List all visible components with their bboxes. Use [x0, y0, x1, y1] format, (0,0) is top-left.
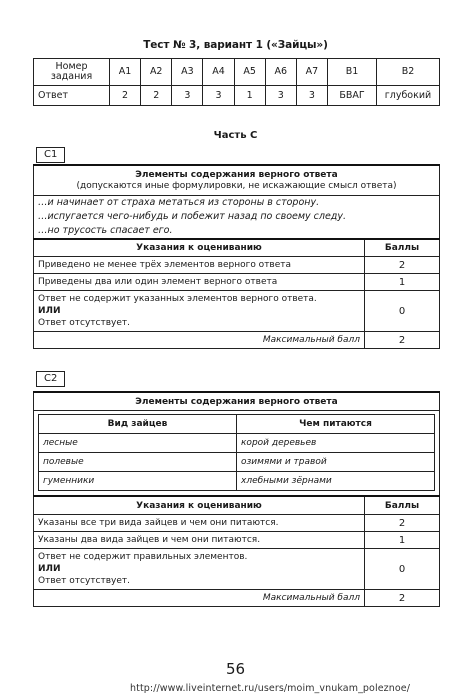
watermark-url: http://www.liveinternet.ru/users/moim_vnukam_poleznoe/: [130, 683, 411, 694]
answers-col-header: B1: [328, 59, 377, 86]
c2-zero-or: ИЛИ: [38, 564, 61, 574]
page-number: 56: [225, 660, 246, 678]
c1-zero-points: 0: [365, 291, 440, 332]
answer-value: 3: [203, 86, 234, 106]
c1-elements-subheading: (допускаются иные формулировки, не искажающие смысл ответа): [76, 181, 397, 191]
c2-criterion: Указаны два вида зайцев и чем они питаются.: [34, 532, 365, 549]
answers-col-header: A7: [296, 59, 327, 86]
c1-zero-criterion: [34, 291, 365, 332]
answers-header-cell: [34, 59, 110, 86]
answers-row-label: Ответ: [34, 86, 110, 106]
c1-label: С1: [36, 147, 65, 163]
answers-header-label: Номер: [55, 61, 88, 72]
c1-table: [33, 164, 440, 349]
c1-zero-or: ИЛИ: [38, 306, 61, 316]
c1-elements-cell: [34, 196, 440, 240]
c2-col-kind: Вид зайцев: [39, 415, 237, 434]
c1-element: …и начинает от страха метаться из стороны в сторону.: [38, 197, 320, 208]
answers-header-label: задания: [50, 71, 93, 82]
c2-zero-line: Ответ отсутствует.: [38, 576, 130, 586]
c2-points-heading: Баллы: [365, 496, 440, 515]
part-heading: Часть С: [213, 130, 258, 141]
c2-table: [33, 391, 440, 607]
c2-kind: лесные: [39, 434, 237, 453]
c2-food: озимями и травой: [237, 453, 435, 472]
c2-criterion-points: 2: [365, 515, 440, 532]
c1-element: …но трусость спасает его.: [38, 225, 173, 236]
c1-zero-line: Ответ отсутствует.: [38, 318, 130, 328]
c2-col-food: Чем питаются: [237, 415, 435, 434]
c1-criterion: Приведены два или один элемент верного ответа: [34, 274, 365, 291]
c1-elements-heading: Элементы содержания верного ответа: [135, 170, 338, 180]
c2-inner-table: [38, 414, 435, 491]
c2-criterion: Указаны все три вида зайцев и чем они питаются.: [34, 515, 365, 532]
c2-inner-cell: [34, 411, 440, 497]
c1-max-label: Максимальный балл: [34, 332, 365, 349]
c1-points-heading: Баллы: [365, 239, 440, 257]
answers-col-header: A2: [141, 59, 172, 86]
c2-zero-points: 0: [365, 549, 440, 590]
answer-value: 1: [234, 86, 265, 106]
c2-zero-criterion: [34, 549, 365, 590]
c2-criterion-points: 1: [365, 532, 440, 549]
c1-criterion-points: 1: [365, 274, 440, 291]
answers-col-header: B2: [377, 59, 440, 86]
answer-value: 3: [265, 86, 296, 106]
c2-food: корой деревьев: [237, 434, 435, 453]
c1-criterion-points: 2: [365, 257, 440, 274]
c2-label: С2: [36, 371, 65, 387]
answer-value: 3: [296, 86, 327, 106]
c1-element: …испугается чего-нибудь и побежит назад по своему следу.: [38, 211, 347, 222]
c1-elements-header-cell: [34, 165, 440, 196]
answer-value: 2: [141, 86, 172, 106]
answer-value: 3: [172, 86, 203, 106]
c2-max-points: 2: [365, 590, 440, 607]
c1-zero-line: Ответ не содержит указанных элементов верного ответа.: [38, 294, 317, 304]
c1-max-points: 2: [365, 332, 440, 349]
answers-col-header: A4: [203, 59, 234, 86]
c2-zero-line: Ответ не содержит правильных элементов.: [38, 552, 248, 562]
c2-elements-heading: Элементы содержания верного ответа: [34, 392, 440, 411]
answers-col-header: A3: [172, 59, 203, 86]
c2-kind: полевые: [39, 453, 237, 472]
answer-value: 2: [110, 86, 141, 106]
answers-table: [33, 58, 440, 106]
answers-col-header: A5: [234, 59, 265, 86]
answers-col-header: A6: [265, 59, 296, 86]
answer-value: БВАГ: [328, 86, 377, 106]
c2-criteria-heading: Указания к оцениванию: [34, 496, 365, 515]
c2-food: хлебными зёрнами: [237, 472, 435, 491]
c1-criteria-heading: Указания к оцениванию: [34, 239, 365, 257]
answers-col-header: A1: [110, 59, 141, 86]
answer-value: глубокий: [377, 86, 440, 106]
c2-kind: гуменники: [39, 472, 237, 491]
test-title: Тест № 3, вариант 1 («Зайцы»): [143, 39, 328, 51]
c2-max-label: Максимальный балл: [34, 590, 365, 607]
c1-criterion: Приведено не менее трёх элементов верного ответа: [34, 257, 365, 274]
